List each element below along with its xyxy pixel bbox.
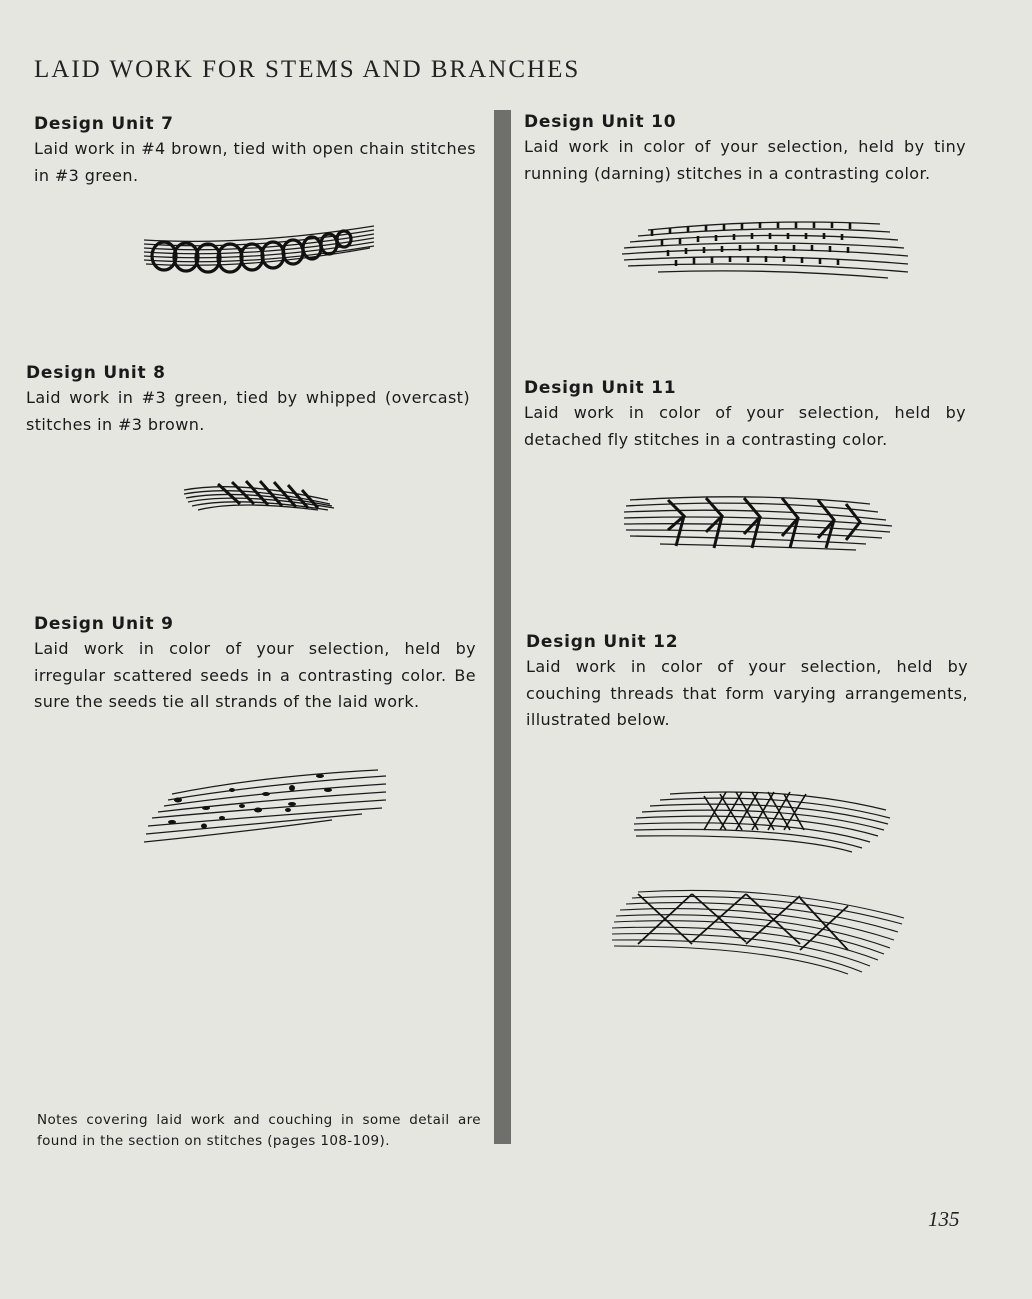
unit-description: Laid work in color of your selection, held by detached fly stitches in a contrasting color. [524,403,966,449]
page-title: LAID WORK FOR STEMS AND BRANCHES [34,56,581,83]
unit-heading: Design Unit 9 [34,614,174,634]
scattered-seeds-illustration [142,764,392,846]
design-unit-11 [524,378,966,453]
open-chain-stitch-illustration [138,220,378,280]
footnote: Notes covering laid work and couching in some detail are found in the section on stitches (pages 108-109). [37,1112,481,1149]
design-unit-9 [34,614,476,716]
unit-description: Laid work in #3 green, tied by whipped (overcast) stitches in #3 brown. [26,388,470,434]
couching-crossed-illustration [630,786,894,858]
page-number: 135 [928,1207,960,1231]
unit-description: Laid work in color of your selection, held by couching threads that form varying arrangements, illustrated below. [526,657,968,729]
detached-fly-illustration [620,486,896,556]
unit-heading: Design Unit 11 [524,378,677,398]
unit-heading: Design Unit 7 [34,114,174,134]
design-unit-10 [524,112,966,187]
design-unit-8 [26,363,470,438]
unit-heading: Design Unit 10 [524,112,677,132]
unit-description: Laid work in color of your selection, held by tiny running (darning) stitches in a contrasting color. [524,137,966,183]
design-unit-7 [34,114,476,189]
unit-heading: Design Unit 8 [26,363,166,383]
unit-heading: Design Unit 12 [526,632,679,652]
whipped-overcast-illustration [178,470,338,520]
couching-trellis-illustration [608,884,908,976]
unit-description: Laid work in #4 brown, tied with open chain stitches in #3 green. [34,139,476,185]
design-unit-12 [526,632,968,734]
column-divider [494,110,511,1144]
unit-description: Laid work in color of your selection, held by irregular scattered seeds in a contrasting color. Be sure the seeds tie all strands of the laid work. [34,639,476,711]
running-darning-illustration [618,214,912,284]
